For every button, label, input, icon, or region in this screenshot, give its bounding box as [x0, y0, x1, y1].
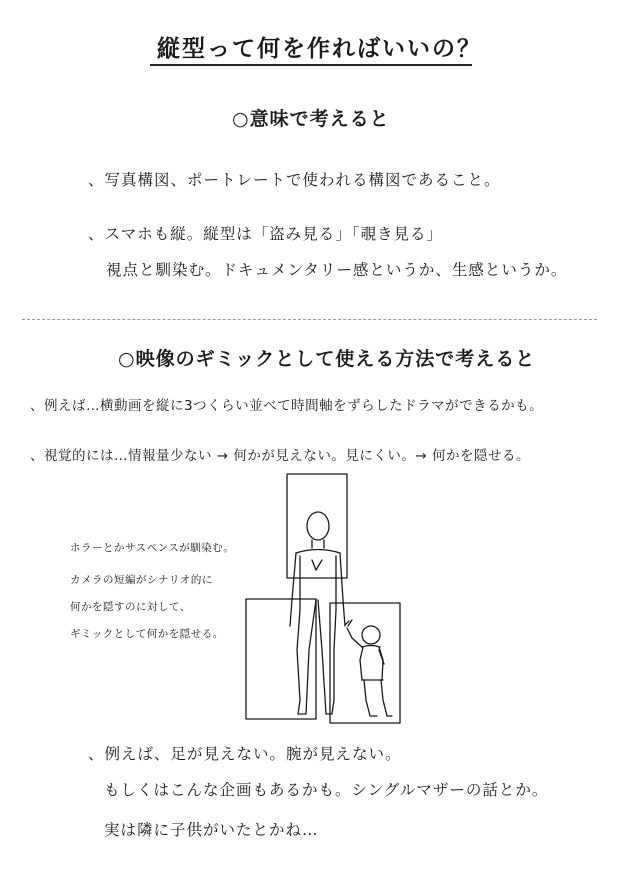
frame-bottom-left: [246, 599, 316, 719]
closing-line-2: もしくはこんな企画もあるかも。シングルマザーの話とか。: [104, 781, 549, 799]
figure-note-1: ホラーとかサスペンスが馴染む。: [70, 542, 235, 554]
closing-line-3: 実は隣に子供がいたとかね…: [104, 821, 319, 839]
figure-note-3: 何かを隠すのに対して、: [70, 601, 191, 613]
adult-figure-icon: [290, 512, 345, 714]
section1-bullet-3: 視点と馴染む。ドキュメンタリー感というか、生感というか。: [106, 261, 568, 279]
section2-bullet-2: 、視覚的には…情報量少ない → 何かが見えない。見にくい。→ 何かを隠せる。: [30, 448, 530, 464]
frame-top: [287, 474, 347, 578]
frame-bottom-right: [330, 603, 400, 723]
page-title: 縦型って何を作ればいいの？: [157, 36, 482, 62]
child-figure-icon: [345, 620, 392, 716]
figure-note-4: ギミックとして何かを隠せる。: [70, 628, 224, 640]
section1-bullet-1: 、写真構図、ポートレートで使われる構図であること。: [88, 171, 501, 189]
section1-heading: ○意味で考えると: [232, 108, 390, 130]
section1-bullet-2: 、スマホも縦。縦型は「盗み見る」「覗き見る」: [88, 225, 443, 243]
closing-line-1: 、例えば、足が見えない。腕が見えない。: [88, 745, 402, 763]
section2-heading: ○映像のギミックとして使える方法で考えると: [118, 348, 536, 370]
figure-note-2: カメラの短編がシナリオ的に: [70, 574, 213, 586]
section2-bullet-1: 、例えば…横動画を縦に3つくらい並べて時間軸をずらしたドラマができるかも。: [30, 398, 544, 414]
